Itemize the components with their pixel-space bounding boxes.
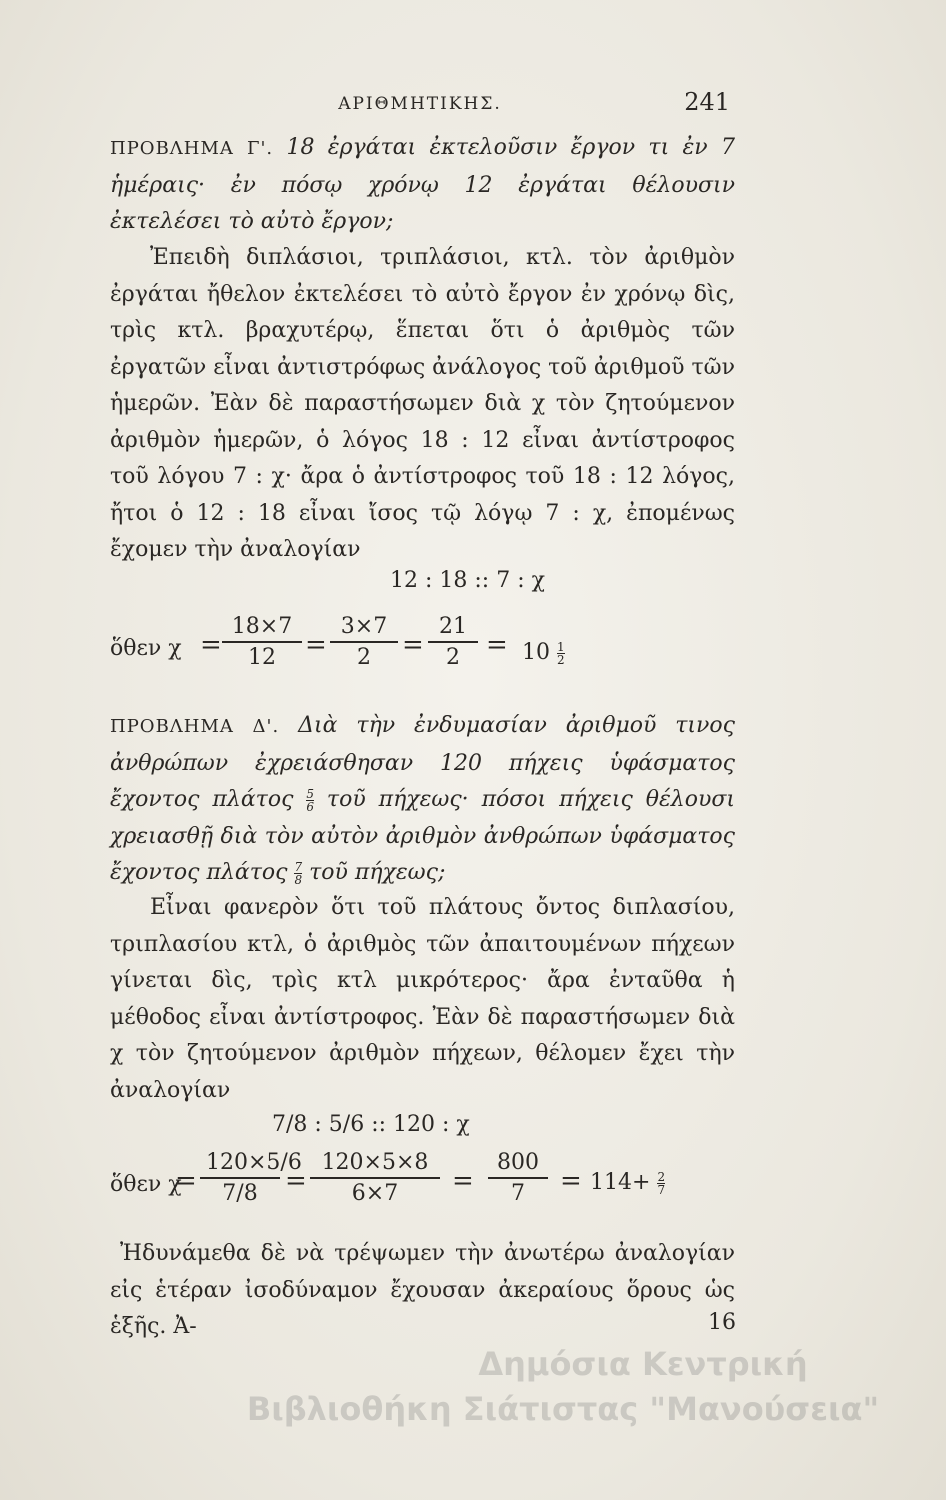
fraction-g3: $\frac{800}{7}$ <box>488 1150 548 1206</box>
running-head-title: ΑΡΙΘΜΗΤΙΚΗΣ. <box>338 94 502 114</box>
equals-sign: = <box>402 630 424 660</box>
problem-g-proportion: 12 : 18 :: 7 : χ <box>390 568 545 593</box>
problem-d-solution: Εἶναι φανερὸν ὅτι τοῦ πλάτους ὄντος διπλασίου, τριπλασίου κτλ, ὁ ἀριθμὸς τῶν ἀπαιτουμένων πήχεων γίνεται δὶς, τρὶς κτλ μικρότερος· ἄρα ἐνταῦθα ἡ μέθοδος εἶναι ἀντίστροφος. Ἐὰν δὲ παραστήσωμεν διὰ χ τὸν ζητούμενον ἀριθμὸν πήχεων, θέλομεν ἔχει τὴν ἀναλογίαν <box>110 895 735 1103</box>
hence-label: ὅθεν χ <box>110 636 182 661</box>
equals-sign: = <box>305 630 327 660</box>
equals-sign: = <box>175 1166 197 1196</box>
running-head <box>110 88 730 118</box>
fraction-3: $\frac{21}{2}$ <box>428 614 478 670</box>
result: 10 $\frac{1}{2}$ <box>522 639 565 667</box>
fraction-2: $\frac{3\times 7}{2}$ <box>330 614 398 670</box>
problem-d-heading: ΠΡΟΒΛΗΜΑ Δ'. <box>110 716 280 737</box>
fraction-1: $\frac{18\times 7}{12}$ <box>222 614 302 670</box>
fraction-g1: $\frac{120\times 5/6}{7/8}$ <box>200 1150 280 1206</box>
equals-sign: = <box>560 1166 582 1196</box>
page-number: 241 <box>684 88 730 116</box>
problem-g-heading: ΠΡΟΒΛΗΜΑ Γ'. <box>110 138 274 159</box>
equals-sign: = <box>452 1166 474 1196</box>
problem-d-statement: ΠΡΟΒΛΗΜΑ Δ'. Διὰ τὴν ἐνδυμασίαν ἀριθμοῦ τινος ἀνθρώπων ἐχρειάσθησαν 120 πήχεις ὑφάσματος ἔχοντος πλάτος $\frac{5}{6}$ τοῦ πήχεως· πόσοι πήχεις θέλουσι χρειασθῇ διὰ τὸν αὐτὸν ἀριθμὸν ἀνθρώπων ὑφάσματος ἔχοντος πλάτος $\frac{7}{8}$ τοῦ πήχεως; <box>110 713 735 887</box>
result: 114+ $\frac{2}{7}$ <box>590 1169 666 1197</box>
signature-mark: 16 <box>708 1310 736 1335</box>
equals-sign: = <box>285 1166 307 1196</box>
equals-sign: = <box>486 630 508 660</box>
problem-g-statement: ΠΡΟΒΛΗΜΑ Γ'. 18 ἐργάται ἐκτελοῦσιν ἔργον τι ἐν 7 ἡμέραις· ἐν πόσῳ χρόνῳ 12 ἐργάται θέλουσιν ἐκτελέσει τὸ αὐτὸ ἔργον; <box>110 135 735 234</box>
watermark-line-1: Δημόσια Κεντρική <box>478 1345 808 1383</box>
problem-d-proportion: 7/8 : 5/6 :: 120 : χ <box>272 1112 470 1137</box>
closing-paragraph: Ἠδυνάμεθα δὲ νὰ τρέψωμεν τὴν ἀνωτέρω ἀναλογίαν εἰς ἑτέραν ἰσοδύναμον ἔχουσαν ἀκεραίους ὅρους ὡς ἑξῆς. Ἀ- <box>110 1241 735 1339</box>
equals-sign: = <box>200 630 222 660</box>
watermark-line-2: Βιβλιοθήκη Σιάτιστας "Μανούσεια" <box>246 1390 880 1428</box>
inline-fraction: $\frac{5}{6}$ <box>306 786 314 814</box>
hence-label: ὅθεν χ <box>110 1172 182 1197</box>
problem-g-solution: Ἐπειδὴ διπλάσιοι, τριπλάσιοι, κτλ. τὸν ἀριθμὸν ἐργάται ἤθελον ἐκτελέσει τὸ αὐτὸ ἔργον ἐν χρόνῳ δὶς, τρὶς κτλ. βραχυτέρῳ, ἕπεται ὅτι ὁ ἀριθμὸς τῶν ἐργατῶν εἶναι ἀντιστρόφως ἀνάλογος τοῦ ἀριθμοῦ τῶν ἡμερῶν. Ἐὰν δὲ παραστήσωμεν διὰ χ τὸν ζητούμενον ἀριθμὸν ἡμερῶν, ὁ λόγος 18 : 12 εἶναι ἀντίστροφος τοῦ λόγου 7 : χ· ἄρα ὁ ἀντίστροφος τοῦ 18 : 12 λόγος, ἤτοι ὁ 12 : 18 εἶναι ἴσος τῷ λόγῳ 7 : χ, ἐπομένως ἔχομεν τὴν ἀναλογίαν <box>110 245 735 562</box>
inline-fraction: $\frac{7}{8}$ <box>294 859 303 887</box>
fraction-g2: $\frac{120\times 5\times 8}{6\times 7}$ <box>310 1150 440 1206</box>
